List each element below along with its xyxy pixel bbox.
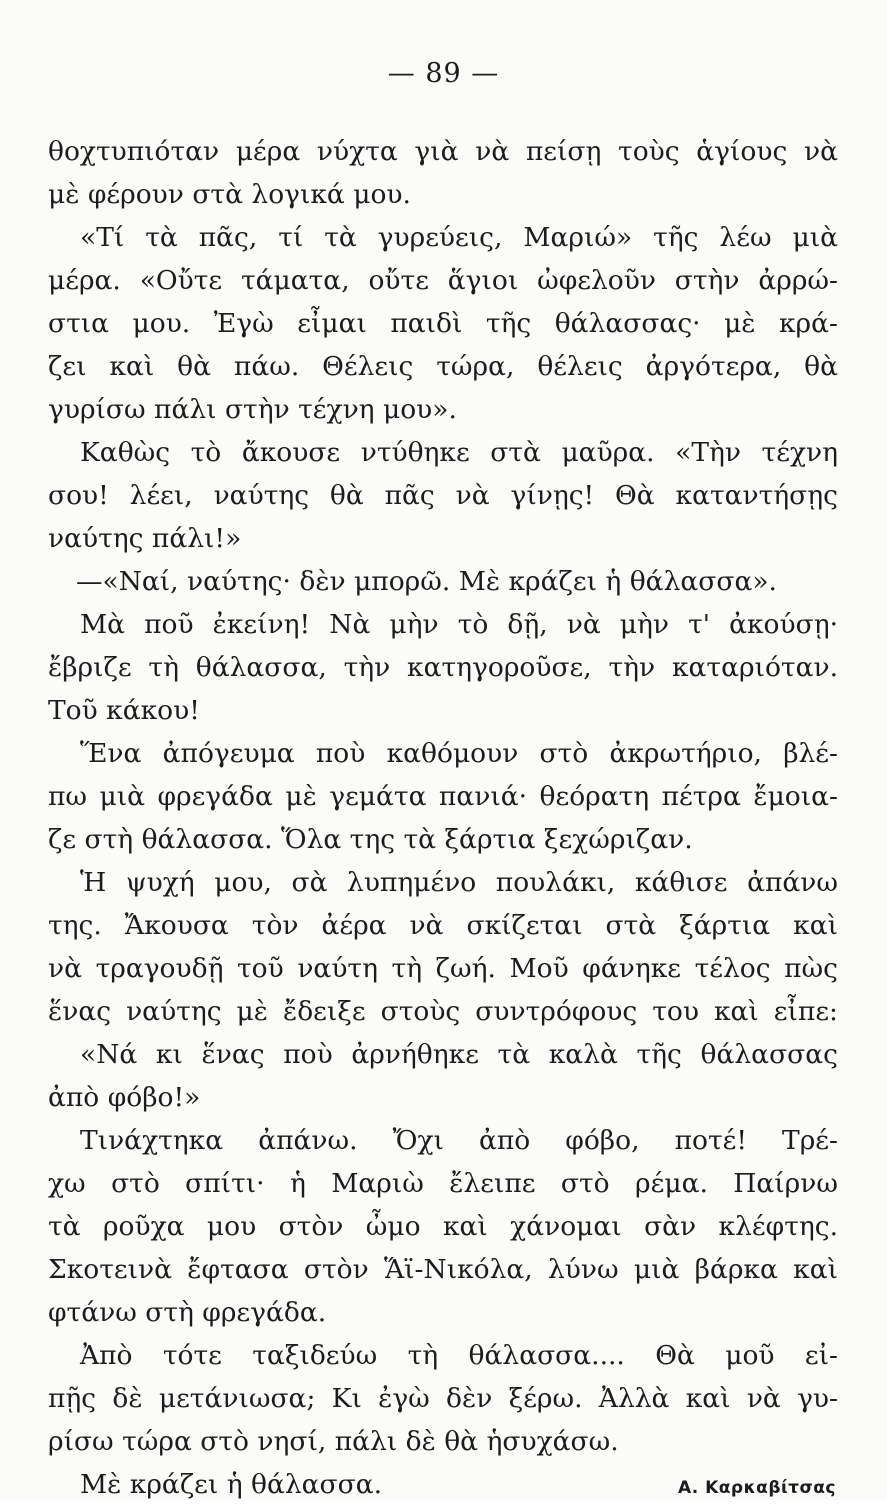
text-line: «Νά κι ἕνας ποὺ ἀρνήθηκε τὰ καλὰ τῆς θάλασσας [80, 1039, 838, 1070]
text-line: νὰ τραγουδῇ τοῦ ναύτη τὴ ζωή. Μοῦ φάνηκε τέλος πὼς [48, 953, 838, 984]
text-line: μὲ φέρουν στὰ λογικά μου. [48, 179, 411, 210]
text-line: μέρα. «Οὔτε τάματα, οὔτε ἅγιοι ὠφελοῦν στὴν ἀρρώ- [48, 265, 838, 296]
text-line: «Τί τὰ πᾶς, τί τὰ γυρεύεις, Μαριώ» τῆς λέω μιὰ [80, 222, 838, 253]
text-line: Τοῦ κάκου! [48, 695, 200, 726]
text-line: ἕνας ναύτης μὲ ἔδειξε στοὺς συντρόφους του καὶ εἶπε: [48, 996, 838, 1027]
text-line: στια μου. Ἐγὼ εἶμαι παιδὶ τῆς θάλασσας· μὲ κρά- [48, 308, 838, 339]
text-line: Μὰ ποῦ ἐκείνη! Νὰ μὴν τὸ δῇ, νὰ μὴν τ' ἀκούσῃ· [80, 609, 838, 640]
text-line: πω μιὰ φρεγάδα μὲ γεμάτα πανιά· θεόρατη πέτρα ἔμοια- [48, 781, 838, 812]
text-line: της. Ἄκουσα τὸν ἀέρα νὰ σκίζεται στὰ ξάρτια καὶ [48, 910, 838, 941]
text-line: —«Ναί, ναύτης· δὲν μπορῶ. Μὲ κράζει ἡ θάλασσα». [76, 566, 777, 597]
text-line: Σκοτεινὰ ἔφτασα στὸν Ἅϊ-Νικόλα, λύνω μιὰ βάρκα καὶ [48, 1254, 838, 1285]
text-line: Ἀπὸ τότε ταξιδεύω τὴ θάλασσα.... Θὰ μοῦ εἰ- [80, 1340, 838, 1371]
text-line: Ἡ ψυχή μου, σὰ λυπημένο πουλάκι, κάθισε ἀπάνω [80, 867, 838, 898]
text-line: φτάνω στὴ φρεγάδα. [48, 1297, 327, 1328]
text-line: Καθὼς τὸ ἄκουσε ντύθηκε στὰ μαῦρα. «Τὴν τέχνη [80, 437, 838, 468]
text-line: πῇς δὲ μετάνιωσα; Κι ἐγὼ δὲν ξέρω. Ἀλλὰ καὶ νὰ γυ- [48, 1383, 838, 1414]
text-line: ζε στὴ θάλασσα. Ὅλα της τὰ ξάρτια ξεχώριζαν. [48, 824, 693, 855]
text-line: θοχτυπιόταν μέρα νύχτα γιὰ νὰ πείσῃ τοὺς ἁγίους νὰ [48, 136, 838, 167]
closing-text: Μὲ κράζει ἡ θάλασσα. [80, 1469, 383, 1500]
text-line: γυρίσω πάλι στὴν τέχνη μου». [48, 394, 457, 425]
text-line: Τινάχτηκα ἀπάνω. Ὄχι ἀπὸ φόβο, ποτέ! Τρέ- [80, 1125, 838, 1156]
text-line: σου! λέει, ναύτης θὰ πᾶς νὰ γίνῃς! Θὰ καταντήσῃς [48, 480, 838, 511]
text-line: Ἕνα ἀπόγευμα ποὺ καθόμουν στὸ ἀκρωτήριο, βλέ- [80, 738, 838, 769]
text-line: τὰ ροῦχα μου στὸν ὦμο καὶ χάνομαι σὰν κλέφτης. [48, 1211, 838, 1242]
text-line: ζει καὶ θὰ πάω. Θέλεις τώρα, θέλεις ἀργότερα, θὰ [48, 351, 838, 382]
text-line: ἀπὸ φόβο!» [48, 1082, 201, 1113]
author-signature: Α. Καρκαβίτσας [678, 1478, 836, 1498]
page-number: — 89 — [387, 58, 500, 89]
text-line: ναύτης πάλι!» [48, 523, 242, 554]
text-line: ρίσω τώρα στὸ νησί, πάλι δὲ θὰ ἡσυχάσω. [48, 1426, 619, 1457]
text-line: χω στὸ σπίτι· ἡ Μαριὼ ἔλειπε στὸ ρέμα. Παίρνω [48, 1168, 838, 1199]
text-line: ἔβριζε τὴ θάλασσα, τὴν κατηγοροῦσε, τὴν καταριόταν. [48, 652, 838, 683]
body-text [48, 130, 838, 1506]
